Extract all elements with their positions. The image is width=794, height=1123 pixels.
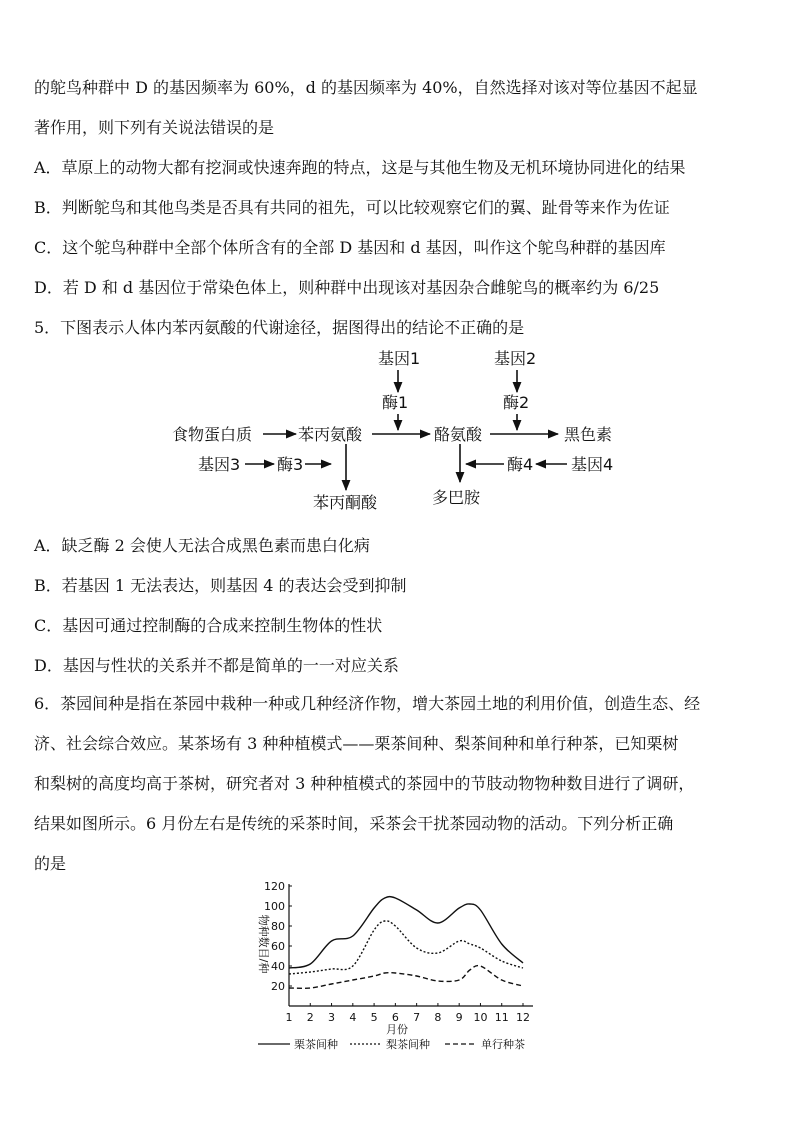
q5-option-a: A．缺乏酶 2 会使人无法合成黑色素而患白化病 <box>34 536 370 555</box>
chart-ytick-label: 120 <box>264 880 285 893</box>
q6-stem-line1: 6．茶园间种是指在茶园中栽种一种或几种经济作物，增大茶园土地的利用价值，创造生态、经 <box>34 694 701 713</box>
q4-option-c: C．这个鸵鸟种群中全部个体所含有的全部 D 基因和 d 基因，叫作这个鸵鸟种群的基因库 <box>34 238 666 257</box>
chart-ylabel: 物种数目/种 <box>257 914 270 974</box>
melanin-label: 黑色素 <box>564 425 613 444</box>
enzyme3-label: 酶3 <box>277 455 304 474</box>
chart-legend-label-3: 单行种茶 <box>481 1038 525 1051</box>
chart-xtick-label: 5 <box>370 1011 378 1024</box>
q6-stem-line2: 济、社会综合效应。某茶场有 3 种种植模式——栗茶间种、梨茶间种和单行种茶，已知栗树 <box>34 734 679 753</box>
q5-stem: 5．下图表示人体内苯丙氨酸的代谢途径，据图得出的结论不正确的是 <box>34 318 525 337</box>
chart-xtick-label: 3 <box>328 1011 336 1024</box>
chart-xtick-label: 9 <box>455 1011 463 1024</box>
gene4-label: 基因4 <box>571 455 614 474</box>
gene1-label: 基因1 <box>378 349 421 368</box>
chart-xlabel: 月份 <box>386 1023 408 1036</box>
q4-option-a: A．草原上的动物大都有挖洞或快速奔跑的特点，这是与其他生物及无机环境协同进化的结果 <box>34 158 686 177</box>
chart-xtick-label: 11 <box>494 1011 509 1024</box>
q6-stem-line3: 和梨树的高度均高于茶树，研究者对 3 种种植模式的茶园中的节肢动物物种数目进行了调研， <box>34 774 695 793</box>
q4-option-b: B．判断鸵鸟和其他鸟类是否具有共同的祖先，可以比较观察它们的翼、趾骨等来作为佐证 <box>34 198 670 217</box>
chart-xtick-label: 12 <box>516 1011 530 1024</box>
gene2-label: 基因2 <box>494 349 537 368</box>
q4-stem-line2: 著作用，则下列有关说法错误的是 <box>34 118 275 137</box>
dopamine-label: 多巴胺 <box>432 488 481 507</box>
chart-ytick-label: 20 <box>271 980 285 993</box>
phenylalanine-metabolism-diagram <box>0 340 794 520</box>
chart-xtick-label: 1 <box>285 1011 293 1024</box>
q6-stem-line5: 的是 <box>34 854 67 873</box>
food-protein-label: 食物蛋白质 <box>172 425 253 444</box>
chart-xtick-label: 7 <box>413 1011 421 1024</box>
chart-xtick-label: 8 <box>434 1011 442 1024</box>
q6-stem-line4: 结果如图所示。6 月份左右是传统的采茶时间，采茶会干扰茶园动物的活动。下列分析正确 <box>34 814 674 833</box>
chart-xtick-label: 2 <box>306 1011 314 1024</box>
chart-legend-label-1: 栗茶间种 <box>294 1038 338 1051</box>
chart-xtick-label: 4 <box>349 1011 357 1024</box>
chart-legend-label-2: 梨茶间种 <box>386 1038 430 1051</box>
phenylpyruvate-label: 苯丙酮酸 <box>313 493 378 512</box>
chart-ytick-label: 100 <box>264 900 285 913</box>
q5-option-c: C．基因可通过控制酶的合成来控制生物体的性状 <box>34 616 383 635</box>
chart-xtick-label: 6 <box>391 1011 399 1024</box>
enzyme2-label: 酶2 <box>503 393 530 412</box>
q5-option-d: D．基因与性状的关系并不都是简单的一一对应关系 <box>34 656 399 675</box>
phenylalanine-label: 苯丙氨酸 <box>298 425 363 444</box>
species-count-chart <box>0 874 794 1064</box>
enzyme4-label: 酶4 <box>507 455 534 474</box>
q4-stem-line1: 的鸵鸟种群中 D 的基因频率为 60%，d 的基因频率为 40%，自然选择对该对等位基因不起显 <box>34 78 698 97</box>
chart-series-line-2 <box>289 921 523 974</box>
chart-ytick-label: 40 <box>271 960 285 973</box>
chart-series-line-3 <box>289 966 523 989</box>
gene3-label: 基因3 <box>198 455 241 474</box>
chart-ytick-label: 80 <box>271 920 285 933</box>
chart-series-line-1 <box>289 897 523 968</box>
tyrosine-label: 酪氨酸 <box>434 425 483 444</box>
chart-xtick-label: 10 <box>473 1011 488 1024</box>
enzyme1-label: 酶1 <box>382 393 409 412</box>
q5-option-b: B．若基因 1 无法表达，则基因 4 的表达会受到抑制 <box>34 576 407 595</box>
q4-option-d: D．若 D 和 d 基因位于常染色体上，则种群中出现该对基因杂合雌鸵鸟的概率约为 6/25 <box>34 278 660 297</box>
chart-ytick-label: 60 <box>271 940 285 953</box>
